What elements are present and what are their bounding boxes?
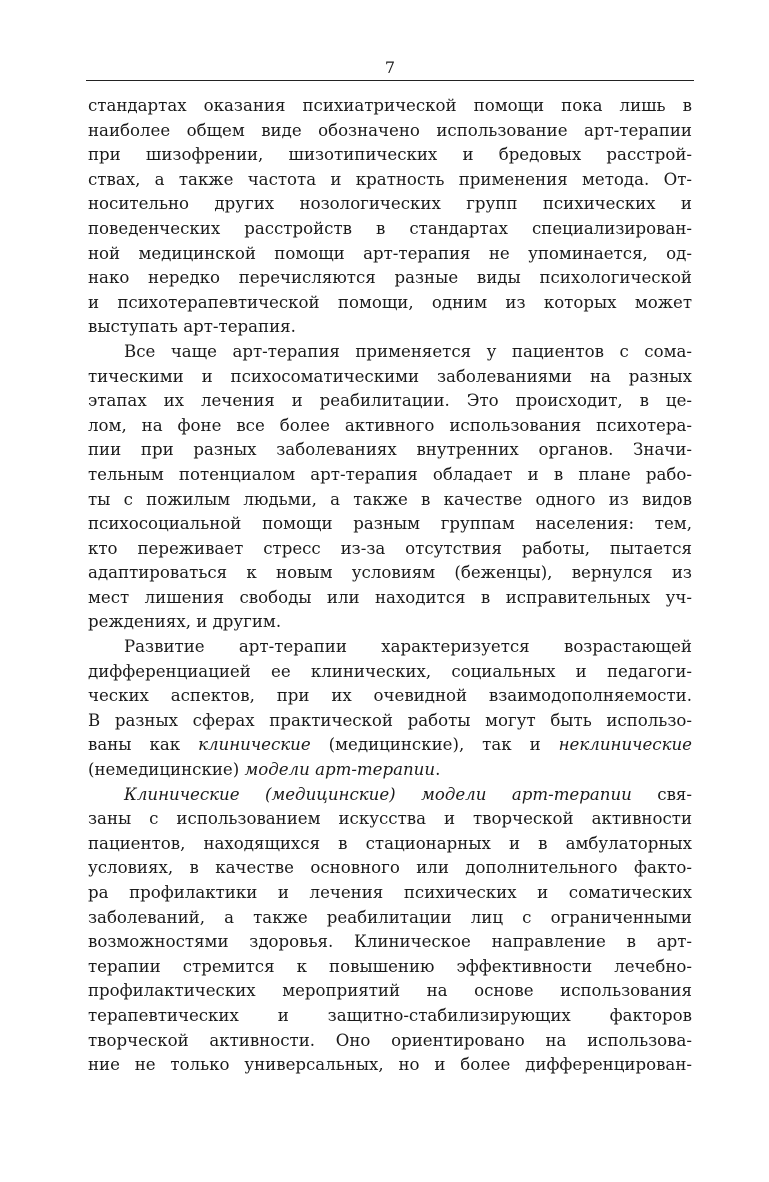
text-segment: адаптироваться к новым условиям (беженцы), вернулся из bbox=[88, 563, 692, 583]
text-line bbox=[88, 389, 692, 414]
text-line bbox=[88, 512, 692, 537]
text-line bbox=[88, 733, 692, 758]
text-segment: терапевтических и защитно-стабилизирующих факторов bbox=[88, 1005, 692, 1025]
body-text bbox=[88, 94, 692, 1078]
text-line bbox=[88, 561, 692, 586]
header-rule bbox=[86, 80, 694, 81]
text-line bbox=[88, 856, 692, 881]
text-segment: нако нередко перечисляются разные виды психологической bbox=[88, 268, 692, 288]
text-segment: кто переживает стресс из-за отсутствия работы, пытается bbox=[88, 538, 692, 558]
text-line bbox=[88, 488, 692, 513]
text-segment: ной медицинской помощи арт-терапия не упоминается, од- bbox=[88, 243, 692, 263]
text-line bbox=[88, 438, 692, 463]
text-segment: Все чаще арт-терапия применяется у пациентов с сома- bbox=[124, 341, 692, 361]
text-line bbox=[88, 537, 692, 562]
text-segment: ствах, а также частота и кратность применения метода. От- bbox=[88, 169, 692, 189]
text-segment: носительно других нозологических групп психических и bbox=[88, 194, 692, 214]
text-segment: Развитие арт-терапии характеризуется возрастающей bbox=[124, 637, 692, 657]
text-line bbox=[88, 365, 692, 390]
text-segment: тельным потенциалом арт-терапия обладает и в плане рабо- bbox=[88, 464, 692, 484]
text-segment: (медицинские), так и bbox=[310, 735, 559, 755]
text-segment: психосоциальной помощи разным группам населения: тем, bbox=[88, 514, 692, 534]
text-segment: терапии стремится к повышению эффективности лечебно- bbox=[88, 956, 692, 976]
text-segment: лом, на фоне все более активного использования психотера- bbox=[88, 415, 692, 435]
text-line bbox=[88, 242, 692, 267]
text-line bbox=[88, 906, 692, 931]
text-segment: профилактических мероприятий на основе использования bbox=[88, 981, 692, 1001]
text-segment: наиболее общем виде обозначено использование арт-терапии bbox=[88, 120, 692, 140]
text-line bbox=[88, 586, 692, 611]
text-line bbox=[88, 315, 692, 340]
text-line bbox=[88, 684, 692, 709]
text-line bbox=[88, 94, 692, 119]
text-segment: мест лишения свободы или находится в исправительных уч- bbox=[88, 587, 692, 607]
text-line bbox=[88, 192, 692, 217]
text-line bbox=[88, 979, 692, 1004]
text-segment: свя- bbox=[631, 784, 692, 804]
text-segment: ваны как bbox=[88, 735, 199, 755]
text-line bbox=[88, 266, 692, 291]
text-segment: пациентов, находящихся в стационарных и в амбулаторных bbox=[88, 833, 692, 853]
text-line bbox=[88, 930, 692, 955]
text-segment: пии при разных заболеваниях внутренних органов. Значи- bbox=[88, 440, 692, 460]
text-line bbox=[88, 143, 692, 168]
text-segment: ческих аспектов, при их очевидной взаимодополняемости. bbox=[88, 686, 692, 706]
text-line bbox=[88, 119, 692, 144]
text-line bbox=[88, 291, 692, 316]
text-line bbox=[88, 635, 692, 660]
text-segment: и психотерапевтической помощи, одним из которых может bbox=[88, 292, 692, 312]
text-segment: реждениях, и другим. bbox=[88, 612, 282, 632]
text-segment: этапах их лечения и реабилитации. Это происходит, в це- bbox=[88, 391, 692, 411]
text-segment: стандартах оказания психиатрической помощи пока лишь в bbox=[88, 96, 692, 115]
text-segment: . bbox=[435, 760, 441, 780]
text-segment: условиях, в качестве основного или дополнительного факто- bbox=[88, 858, 692, 878]
text-line bbox=[88, 463, 692, 488]
text-line bbox=[88, 807, 692, 832]
text-line bbox=[88, 610, 692, 635]
text-segment: В разных сферах практической работы могут быть использо- bbox=[88, 710, 692, 730]
text-line bbox=[88, 709, 692, 734]
page-number: 7 bbox=[384, 58, 396, 77]
text-line bbox=[88, 1029, 692, 1054]
text-segment: дифференциацией ее клинических, социальных и педагоги- bbox=[88, 661, 692, 681]
text-segment: тическими и психосоматическими заболеваниями на разных bbox=[88, 366, 692, 386]
text-segment: поведенческих расстройств в стандартах специализирован- bbox=[88, 218, 692, 238]
text-segment: при шизофрении, шизотипических и бредовых расстрой- bbox=[88, 145, 692, 165]
text-segment: возможностями здоровья. Клиническое направление в арт- bbox=[88, 932, 692, 952]
text-segment: творческой активности. Оно ориентировано на использова- bbox=[88, 1030, 692, 1050]
text-line bbox=[88, 217, 692, 242]
text-segment: выступать арт-терапия. bbox=[88, 317, 296, 337]
text-line bbox=[88, 783, 692, 808]
text-line bbox=[88, 832, 692, 857]
text-line bbox=[88, 340, 692, 365]
text-line bbox=[88, 881, 692, 906]
text-segment: заны с использованием искусства и творческой активности bbox=[88, 809, 692, 829]
text-segment: ра профилактики и лечения психических и соматических bbox=[88, 883, 692, 902]
text-line bbox=[88, 1004, 692, 1029]
text-segment: ты с пожилым людьми, а также в качестве одного из видов bbox=[88, 489, 692, 509]
italic-text-segment: клинические bbox=[198, 735, 311, 755]
italic-text-segment: Клинические (медицинские) модели арт-терапии bbox=[124, 784, 632, 804]
text-segment: ние не только универсальных, но и более дифференцирован- bbox=[88, 1055, 692, 1075]
italic-text-segment: модели арт-терапии bbox=[244, 760, 436, 780]
text-line bbox=[88, 414, 692, 439]
text-line bbox=[88, 955, 692, 980]
text-line bbox=[88, 758, 692, 783]
text-line bbox=[88, 1053, 692, 1078]
text-segment: заболеваний, а также реабилитации лиц с ограниченными bbox=[88, 907, 692, 927]
text-line bbox=[88, 660, 692, 685]
text-line bbox=[88, 168, 692, 193]
italic-text-segment: неклинические bbox=[558, 735, 692, 755]
text-segment: (немедицинские) bbox=[88, 760, 245, 780]
